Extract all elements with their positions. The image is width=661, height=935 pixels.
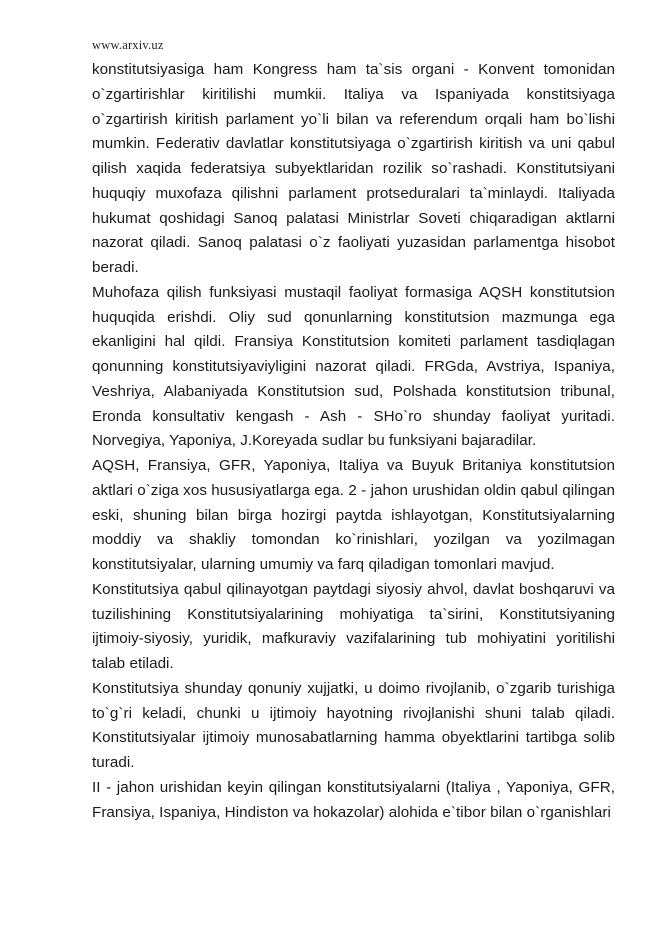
paragraph: konstitutsiyasiga ham Kongress ham ta`sis organi - Konvent tomonidan o`zgartirishlar kiritilishi mumkii. Italiya va Ispaniyada konstitsiyaga o`zgartirish kiritish parlament yo`li bilan va referendum orqali ham bo`lishi mumkin. Federativ davlatlar konstitutsiyaga o`zgartirish kiritish va uni qabul qilish xaqida federatsiya subyektlaridan rozilik so`rashadi. Konstitutsiyani huquqiy muxofaza qilishni parlament protseduralari ta`minlaydi. Italiyada hukumat qoshidagi Sanoq palatasi Ministrlar Soveti chiqaradigan aktlarni nazorat qiladi. Sanoq palatasi o`z faoliyati yuzasidan parlamentga hisobot beradi. [92,61,615,276]
document-body [92,58,615,825]
paragraph: Konstitutsiya qabul qilinayotgan paytdagi siyosiy ahvol, davlat boshqaruvi va tuzilishining Konstitutsiyalarining mohiyatiga ta`sirini, Konstitutsiyaning ijtimoiy-siyosiy, yuridik, mafkuraviy vazifalarining tub mohiyatini yoritilishi talab etiladi. [92,580,615,672]
paragraph: II - jahon urishidan keyin qilingan konstitutsiyalarni (Italiya , Yaponiya, GFR, Fransiya, Ispaniya, Hindiston va hokazolar) alohida e`tibor bilan o`rganishlari [92,778,615,821]
paragraph: AQSH, Fransiya, GFR, Yaponiya, Italiya va Buyuk Britaniya konstitutsion aktlari o`ziga xos hususiyatlarga ega. 2 - jahon urushidan oldin qabul qilingan eski, shuning bilan birga hozirgi paytda ishlayotgan, Konstitutsiyalarning moddiy va shakliy tomondan ko`rinishlari, yozilgan va yozilmagan konstitutsiyalar, ularning umumiy va farq qiladigan tomonlari mavjud. [92,457,615,573]
watermark: www.arxiv.uz [92,38,164,52]
paragraph: Konstitutsiya shunday qonuniy xujjatki, u doimo rivojlanib, o`zgarib turishiga to`g`ri keladi, chunki u ijtimoiy hayotning rivojlanishi shuni talab qiladi. Konstitutsiyalar ijtimoiy munosabatlarning hamma obyektlarini tartibga solib turadi. [92,679,615,771]
paragraph: Muhofaza qilish funksiyasi mustaqil faoliyat formasiga AQSH konstitutsion huquqida erishdi. Oliy sud qonunlarning konstitutsion mazmunga ega ekanligini hal qildi. Fransiya Konstitutsion komiteti parlament tasdiqlagan qonunning konstitutsiyaviyligini nazorat qiladi. FRGda, Avstriya, Ispaniya, Veshriya, Alabaniyada Konstitutsion sud, Polshada konstitutsion tribunal, Eronda konsultativ kengash - Ash - SHo`ro shunday faoliyat yuritadi. Norvegiya, Yaponiya, J.Koreyada sudlar bu funksiyani bajaradilar. [92,283,615,450]
